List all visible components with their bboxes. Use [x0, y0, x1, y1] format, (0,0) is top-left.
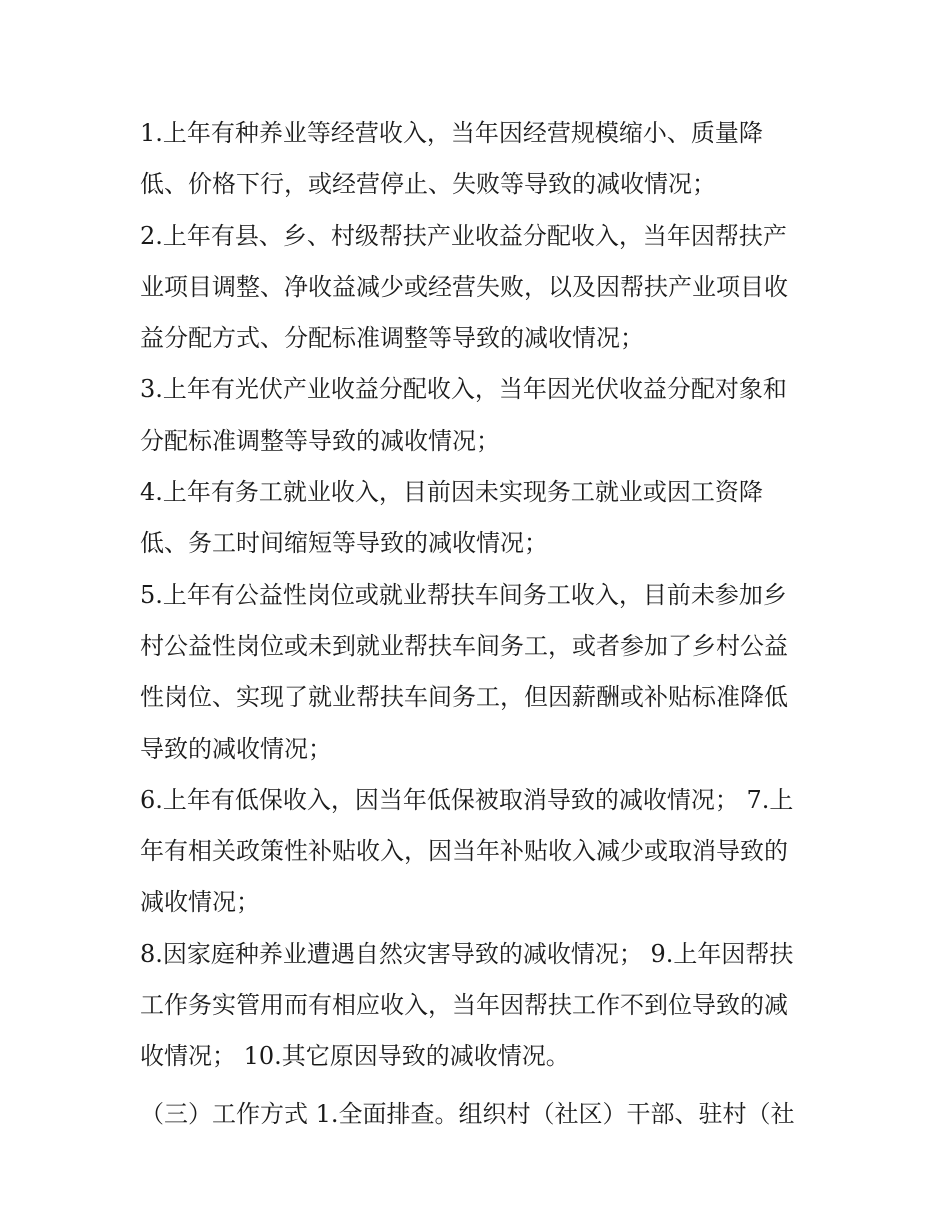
- text-line: 工作务实管用而有相应收入，当年因帮扶工作不到位导致的减: [140, 991, 788, 1020]
- text-line: 收情况； 10.其它原因导致的减收情况。: [140, 1042, 570, 1071]
- text-line: 4.上年有务工就业收入，目前因未实现务工就业或因工资降: [140, 478, 763, 507]
- text-line: 减收情况；: [140, 888, 260, 917]
- text-line: 2.上年有县、乡、村级帮扶产业收益分配收入，当年因帮扶产: [140, 221, 787, 250]
- text-line: 分配标准调整等导致的减收情况；: [140, 426, 500, 455]
- text-line: 年有相关政策性补贴收入，因当年补贴收入减少或取消导致的: [140, 837, 788, 866]
- text-line: 8.因家庭种养业遭遇自然灾害导致的减收情况； 9.上年因帮扶: [140, 939, 794, 968]
- text-line: 益分配方式、分配标准调整等导致的减收情况；: [140, 324, 644, 353]
- text-line: 低、价格下行，或经营停止、失败等导致的减收情况；: [140, 170, 716, 199]
- text-line: 3.上年有光伏产业收益分配收入，当年因光伏收益分配对象和: [140, 375, 787, 404]
- text-line: 低、务工时间缩短等导致的减收情况；: [140, 529, 548, 558]
- text-line: 导致的减收情况；: [140, 734, 332, 763]
- section-heading-line: （三）工作方式 1.全面排查。组织村（社区）干部、驻村（社: [140, 1099, 795, 1128]
- text-line: 6.上年有低保收入，因当年低保被取消导致的减收情况； 7.上: [140, 785, 794, 814]
- text-line: 性岗位、实现了就业帮扶车间务工，但因薪酬或补贴标准降低: [140, 683, 788, 712]
- body-text: [140, 108, 820, 1140]
- text-line: 1.上年有种养业等经营收入，当年因经营规模缩小、质量降: [140, 119, 763, 147]
- text-line: 村公益性岗位或未到就业帮扶车间务工，或者参加了乡村公益: [140, 631, 788, 660]
- text-line: 5.上年有公益性岗位或就业帮扶车间务工收入，目前未参加乡: [140, 580, 787, 609]
- text-line: 业项目调整、净收益减少或经营失败，以及因帮扶产业项目收: [140, 272, 788, 301]
